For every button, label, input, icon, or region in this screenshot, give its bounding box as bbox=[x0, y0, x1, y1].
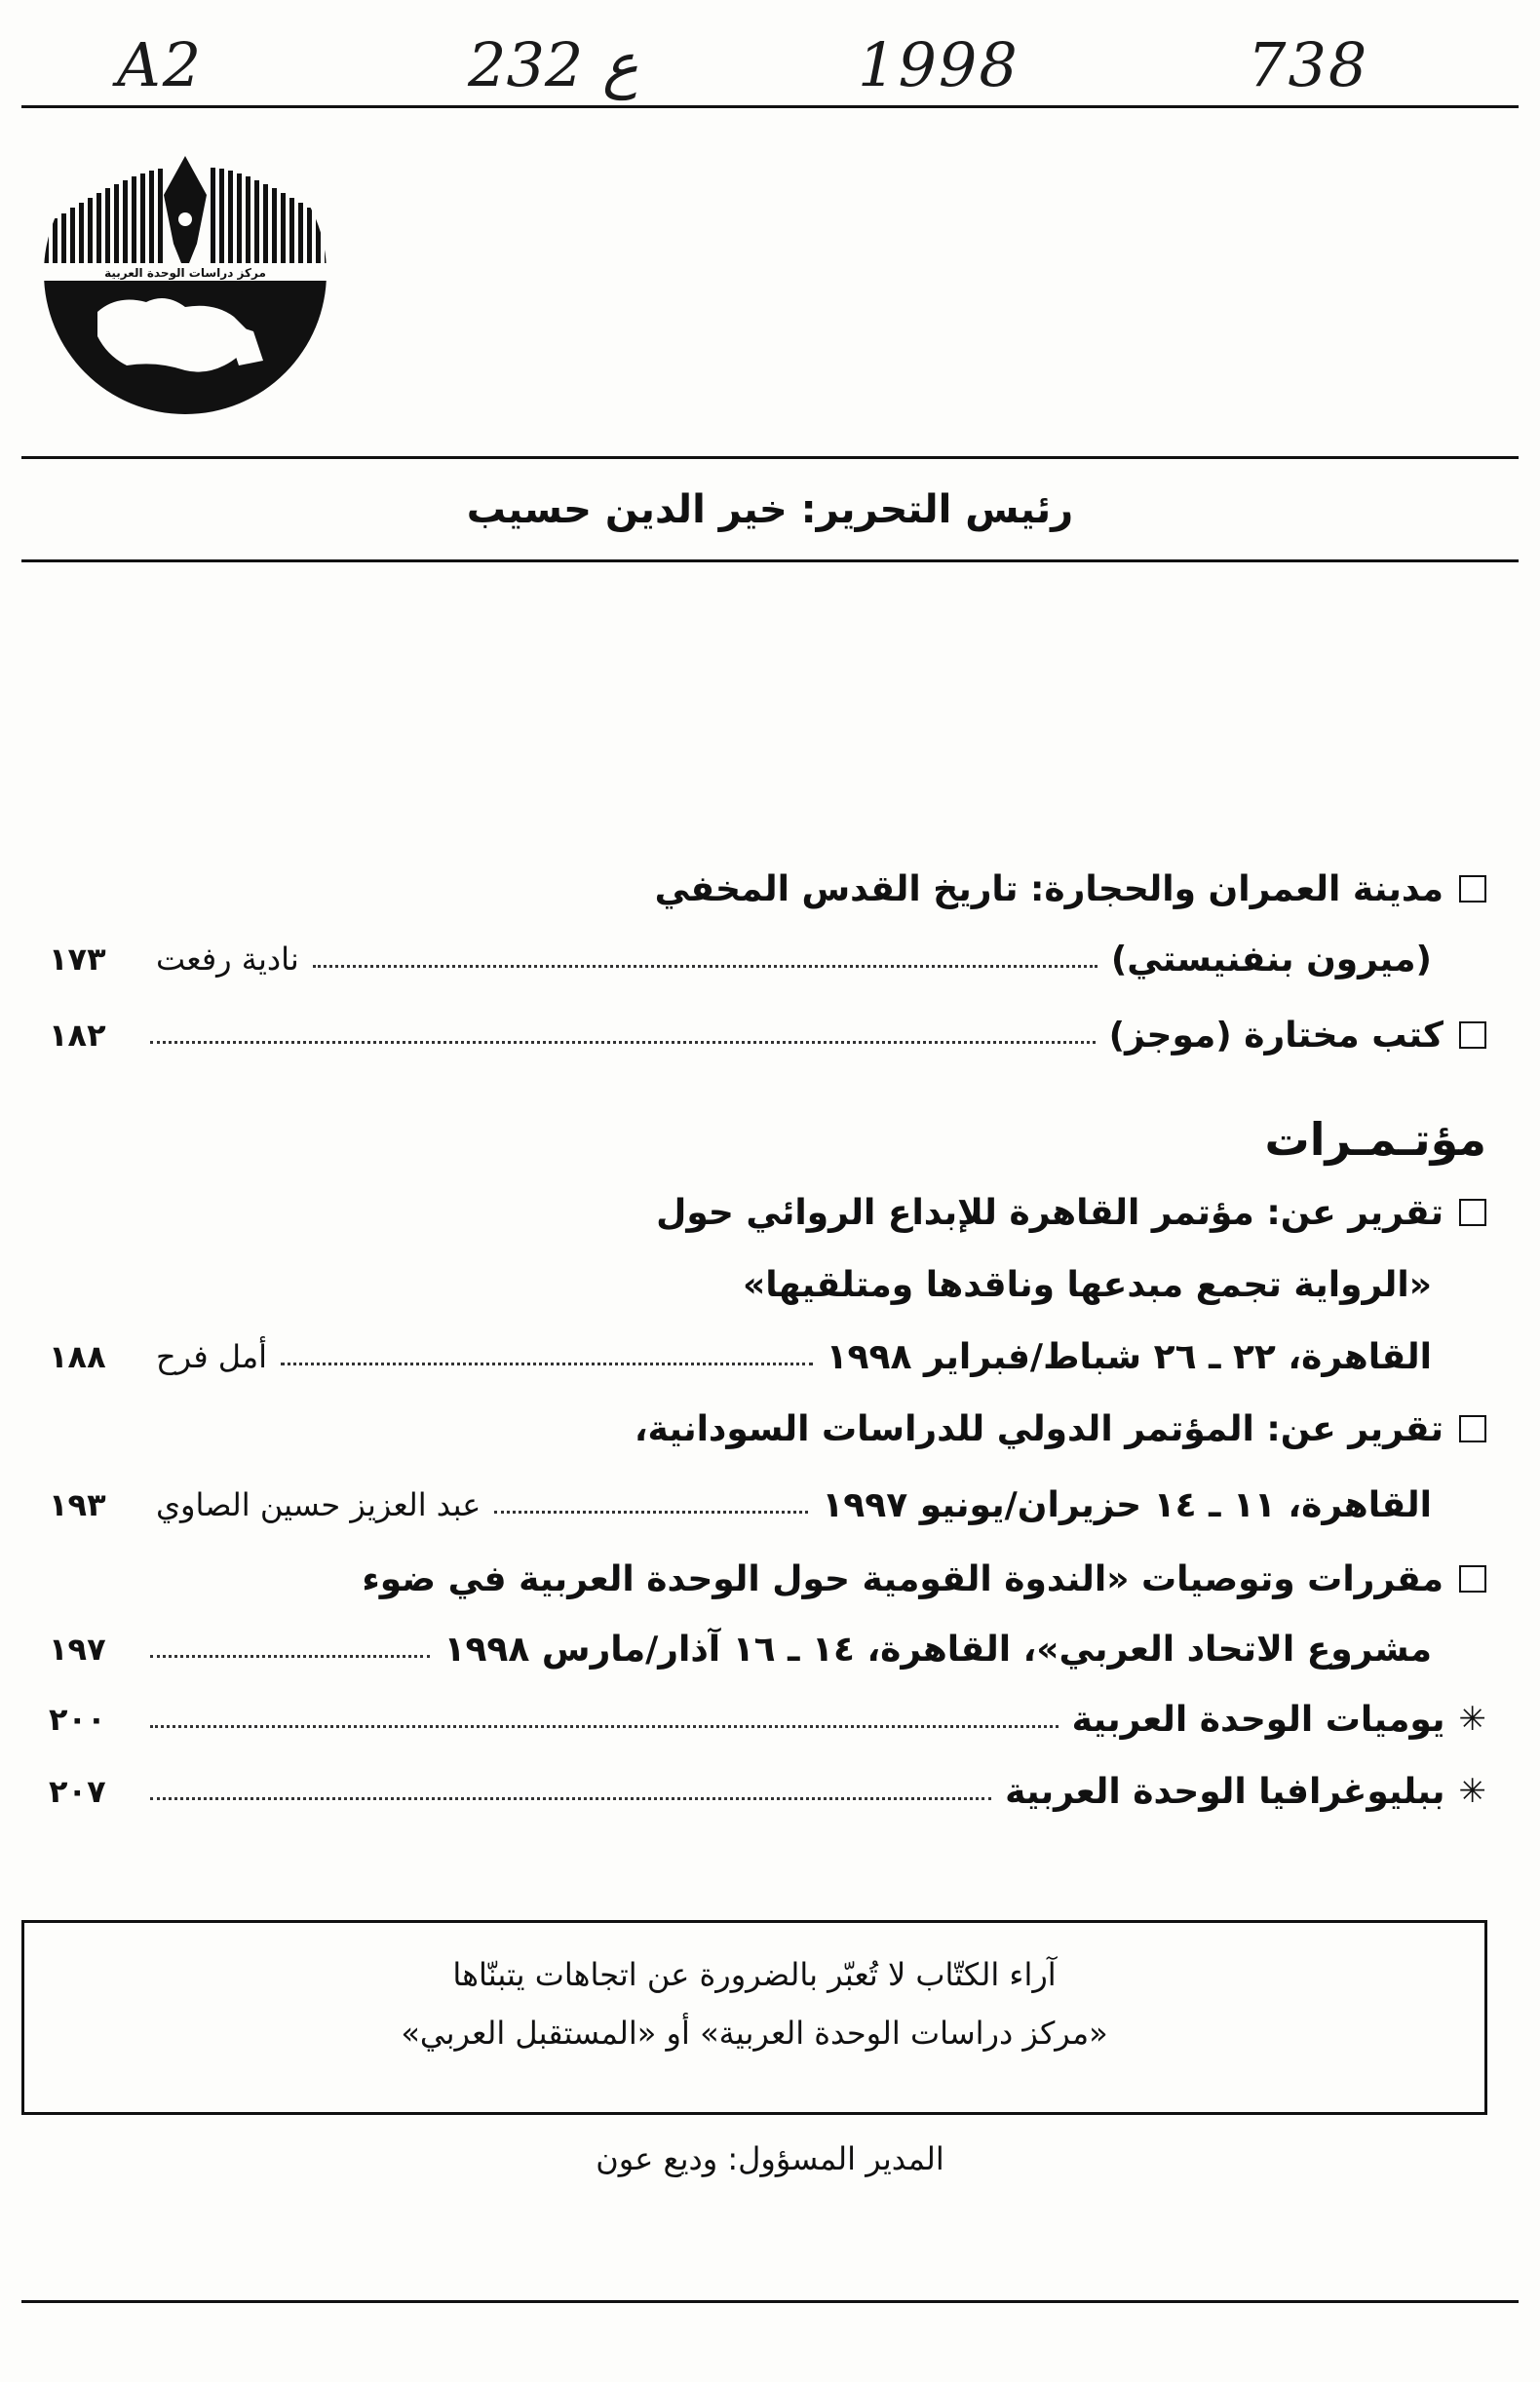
bottom-rule bbox=[21, 2300, 1519, 2303]
logo-bar bbox=[263, 184, 268, 263]
toc-entry-title: تقرير عن: مؤتمر القاهرة للإبداع الروائي حول bbox=[656, 1192, 1444, 1233]
toc-entry-page: ١٨٨ bbox=[49, 1338, 106, 1375]
logo-bar bbox=[307, 208, 312, 263]
section-title-conferences: مؤتـمـرات bbox=[1264, 1113, 1486, 1166]
logo-bar bbox=[272, 188, 277, 263]
disclaimer-line-2: «مركز دراسات الوحدة العربية» أو «المستقبل العربي» bbox=[401, 2015, 1108, 2052]
checkbox-square-icon bbox=[1459, 1021, 1486, 1049]
toc-entry bbox=[49, 1548, 1486, 1610]
disclaimer-box bbox=[21, 1920, 1487, 2115]
logo-bar bbox=[96, 193, 101, 263]
logo-bar bbox=[149, 171, 154, 263]
leader-dots bbox=[313, 965, 1097, 968]
toc-entry bbox=[49, 1474, 1486, 1536]
logo-bar bbox=[61, 213, 66, 263]
toc-entry bbox=[49, 1618, 1486, 1680]
checkbox-square-icon bbox=[1459, 875, 1486, 903]
logo-bar bbox=[140, 173, 145, 263]
toc-entry bbox=[49, 928, 1486, 990]
toc-entry bbox=[49, 858, 1486, 920]
logo-bar bbox=[105, 188, 110, 263]
logo-bar bbox=[53, 218, 58, 263]
checkbox-square-icon bbox=[1459, 1415, 1486, 1442]
leader-dots bbox=[150, 1725, 1059, 1728]
toc-entry-author: نادية رفعت bbox=[156, 941, 299, 978]
logo-bar bbox=[88, 198, 93, 263]
logo-bar bbox=[298, 203, 303, 263]
leader-dots bbox=[150, 1041, 1096, 1044]
toc-entry-page: ٢٠٠ bbox=[49, 1701, 106, 1738]
toc-entry-title: مقررات وتوصيات «الندوة القومية حول الوحدة العربية في ضوء bbox=[362, 1558, 1444, 1599]
toc-entry-title: ببليوغرافيا الوحدة العربية bbox=[1005, 1771, 1445, 1812]
toc-entry-page: ١٧٣ bbox=[49, 941, 106, 978]
logo-bar bbox=[114, 184, 119, 263]
editor-in-chief: رئيس التحرير: خير الدين حسيب bbox=[466, 487, 1074, 532]
checkbox-square-icon bbox=[1459, 1565, 1486, 1593]
editor-bottom-rule bbox=[21, 559, 1519, 562]
toc-entry bbox=[49, 1181, 1486, 1244]
toc-entry-title: تقرير عن: المؤتمر الدولي للدراسات السودانية، bbox=[634, 1408, 1444, 1449]
toc-entry bbox=[49, 1325, 1486, 1388]
leader-dots bbox=[281, 1363, 813, 1365]
logo-bar bbox=[123, 180, 128, 263]
asterisk-bullet-icon: ✳ bbox=[1458, 1700, 1486, 1739]
toc-entry-title: مشروع الاتحاد العربي»، القاهرة، ١٤ ـ ١٦ آذار/مارس ١٩٩٨ bbox=[443, 1629, 1432, 1670]
logo-bar bbox=[325, 218, 329, 263]
toc-entry-title: (ميرون بنفنيستي) bbox=[1110, 939, 1432, 980]
toc-entry bbox=[49, 1688, 1486, 1750]
logo-bar bbox=[316, 213, 321, 263]
logo-bar bbox=[333, 224, 338, 263]
leader-dots bbox=[150, 1655, 430, 1658]
logo-caption: مركز دراسات الوحدة العربية bbox=[104, 266, 266, 280]
toc-entry bbox=[49, 1004, 1486, 1066]
toc-entry-title: مدينة العمران والحجارة: تاريخ القدس المخفي bbox=[654, 868, 1444, 909]
toc-entry-author: عبد العزيز حسين الصاوي bbox=[156, 1486, 481, 1523]
toc-entry bbox=[49, 1760, 1486, 1823]
logo-bar bbox=[158, 169, 163, 263]
toc-entry bbox=[49, 1253, 1486, 1316]
handwritten-issue-number: 232 ع bbox=[468, 29, 639, 100]
checkbox-square-icon bbox=[1459, 1199, 1486, 1226]
toc-entry bbox=[49, 1398, 1486, 1460]
top-rule bbox=[21, 105, 1519, 108]
logo-bar bbox=[228, 171, 233, 263]
editor-top-rule bbox=[21, 456, 1519, 459]
toc-entry-author: أمل فرح bbox=[156, 1338, 268, 1375]
handwritten-code: A2 bbox=[117, 29, 204, 100]
logo-bar bbox=[70, 208, 75, 263]
logo-bar bbox=[237, 173, 242, 263]
toc-entry-page: ١٨٢ bbox=[49, 1017, 106, 1054]
logo-bar bbox=[289, 198, 294, 263]
toc-entry-title: القاهرة، ١١ ـ ١٤ حزيران/يونيو ١٩٩٧ bbox=[822, 1484, 1432, 1525]
logo-bar bbox=[281, 193, 286, 263]
toc-entry-title: كتب مختارة (موجز) bbox=[1108, 1015, 1444, 1056]
leader-dots bbox=[494, 1511, 808, 1514]
logo-bar bbox=[79, 203, 84, 263]
toc-entry-page: ١٩٣ bbox=[49, 1486, 106, 1523]
toc-entry-title: يوميات الوحدة العربية bbox=[1071, 1699, 1445, 1740]
logo-bar bbox=[44, 224, 49, 263]
center-logo-icon bbox=[29, 127, 341, 419]
managing-director: المدير المسؤول: وديع عون bbox=[596, 2140, 944, 2177]
logo-bar bbox=[211, 168, 215, 263]
toc-entry-title: القاهرة، ٢٢ ـ ٢٦ شباط/فبراير ١٩٩٨ bbox=[826, 1336, 1432, 1377]
logo-bar bbox=[246, 176, 250, 263]
disclaimer-line-1: آراء الكتّاب لا تُعبّر بالضرورة عن اتجاهات يتبنّاها bbox=[452, 1956, 1057, 1993]
leader-dots bbox=[150, 1797, 991, 1800]
logo-bar bbox=[254, 180, 259, 263]
toc-entry-page: ١٩٧ bbox=[49, 1631, 106, 1668]
asterisk-bullet-icon: ✳ bbox=[1458, 1772, 1486, 1811]
handwritten-year: 1998 bbox=[858, 29, 1020, 100]
logo-bar bbox=[219, 169, 224, 263]
toc-entry-title: «الرواية تجمع مبدعها وناقدها ومتلقيها» bbox=[742, 1264, 1432, 1305]
logo-bar bbox=[132, 176, 136, 263]
toc-entry-page: ٢٠٧ bbox=[49, 1773, 106, 1810]
handwritten-ref: 738 bbox=[1248, 29, 1369, 100]
